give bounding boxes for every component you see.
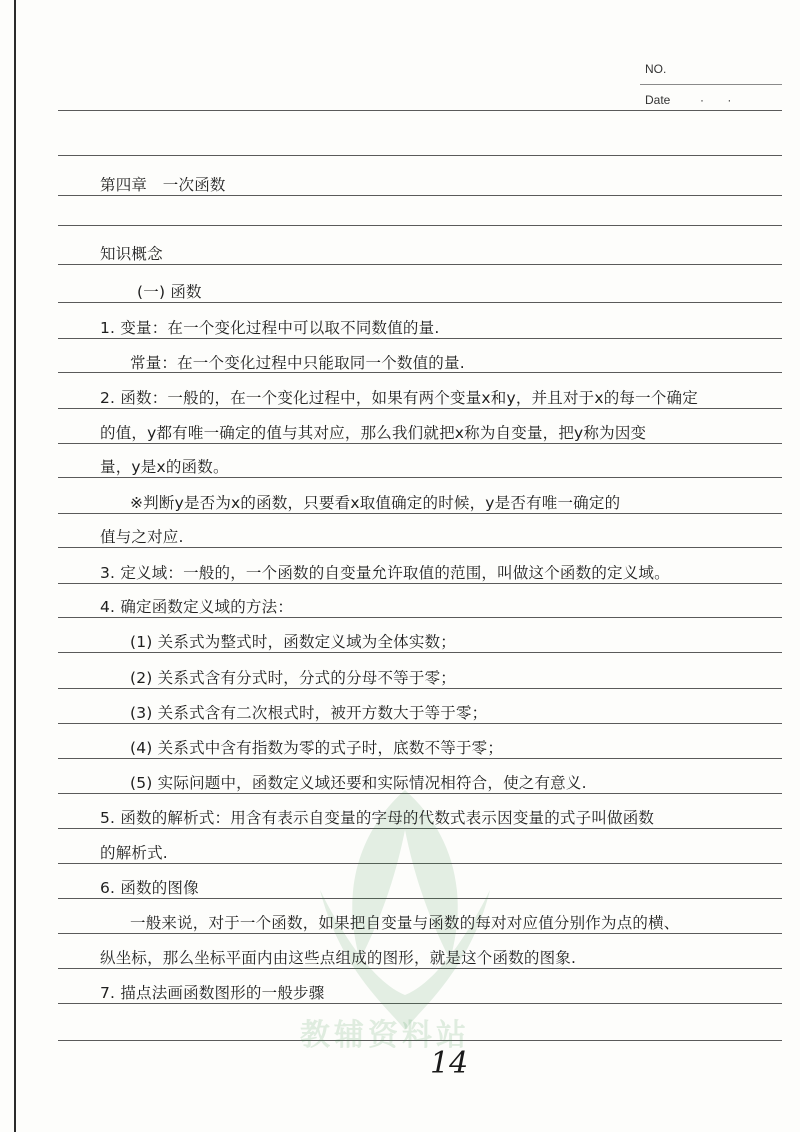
text-line: (4) 关系式中含有指数为零的式子时，底数不等于零； [130,739,504,757]
ruled-line [58,617,782,618]
ruled-line [58,828,782,829]
page-number: 14 [430,1046,469,1081]
ruled-line [58,863,782,864]
text-line: 5. 函数的解析式：用含有表示自变量的字母的代数式表示因变量的式子叫做函数 [100,809,655,827]
ruled-line [58,1003,782,1004]
ruled-line [58,758,782,759]
section-heading: 知识概念 [100,245,163,263]
text-line: (5) 实际问题中，函数定义域还要和实际情况相符合，使之有意义. [130,774,587,792]
text-line: 7. 描点法画函数图形的一般步骤 [100,984,325,1002]
ruled-line [58,195,782,196]
text-line: 常量：在一个变化过程中只能取同一个数值的量. [130,354,465,372]
ruled-line [58,968,782,969]
text-line: 的解析式. [100,844,168,862]
ruled-line [58,477,782,478]
text-line: 纵坐标，那么坐标平面内由这些点组成的图形，就是这个函数的图象. [100,949,577,967]
text-line: ※判断y是否为x的函数，只要看x取值确定的时候，y是否有唯一确定的 [130,494,621,512]
text-line: 量，y是x的函数。 [100,458,229,476]
ruled-line [58,302,782,303]
ruled-line [58,225,782,226]
text-line: 6. 函数的图像 [100,879,199,897]
no-rule [640,84,782,85]
watermark-text: 教辅资料站 [300,1018,470,1053]
ruled-line [58,513,782,514]
ruled-line [58,723,782,724]
text-line: 1. 变量：在一个变化过程中可以取不同数值的量. [100,319,440,337]
ruled-line [58,793,782,794]
text-line: (3) 关系式含有二次根式时，被开方数大于等于零； [130,704,488,722]
text-line: 值与之对应. [100,528,184,546]
date-label: Date [645,93,671,107]
ruled-line [58,933,782,934]
text-line: 一般来说，对于一个函数，如果把自变量与函数的每对对应值分别作为点的横、 [130,914,680,932]
text-line: 的值，y都有唯一确定的值与其对应，那么我们就把x称为自变量，把y称为因变 [100,424,647,442]
ruled-line [58,264,782,265]
chapter-title: 第四章 一次函数 [100,176,226,194]
ruled-line [58,583,782,584]
ruled-line [58,547,782,548]
page-edge [14,0,16,1132]
text-line: 3. 定义域：一般的，一个函数的自变量允许取值的范围，叫做这个函数的定义域。 [100,564,670,582]
no-label: NO. [645,62,667,76]
date-dots: · · [700,93,732,107]
text-line: 2. 函数：一般的，在一个变化过程中，如果有两个变量x和y，并且对于x的每一个确定 [100,389,698,407]
ruled-line [58,408,782,409]
text-line: (1) 关系式为整式时，函数定义域为全体实数； [130,633,456,651]
ruled-line [58,338,782,339]
text-line: 4. 确定函数定义域的方法： [100,598,294,616]
ruled-line [58,155,782,156]
ruled-line [58,110,782,111]
text-line: (2) 关系式含有分式时，分式的分母不等于零； [130,669,456,687]
ruled-line [58,898,782,899]
ruled-line [58,688,782,689]
ruled-line [58,443,782,444]
subsection-heading: (一) 函数 [137,283,202,301]
ruled-line [58,652,782,653]
